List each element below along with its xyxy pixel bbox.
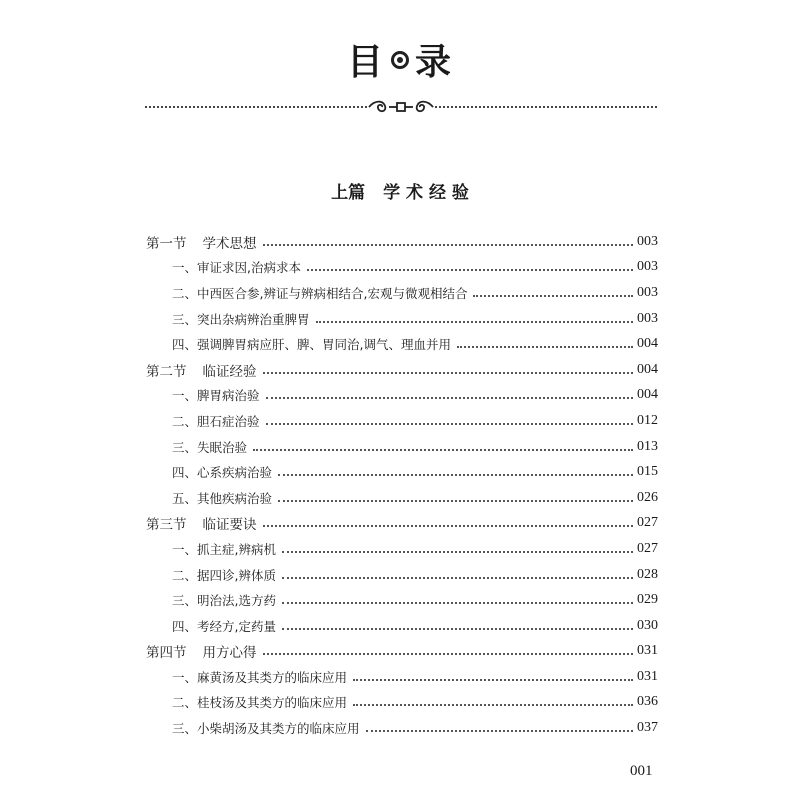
- dot-leader: [353, 704, 633, 706]
- toc-entry-title: 四、强调脾胃病应肝、脾、胃同治,调气、理血并用: [146, 335, 453, 353]
- toc-page-number: 031: [637, 643, 658, 659]
- dot-leader: [353, 679, 633, 681]
- dot-leader: [282, 602, 633, 604]
- toc-entry-title: 三、明治法,选方药: [146, 591, 278, 609]
- dot-leader: [307, 269, 633, 271]
- toc-entry-title: 三、小柴胡汤及其类方的临床应用: [146, 719, 362, 737]
- toc-page-number: 003: [637, 310, 658, 326]
- title-right-char: 录: [415, 42, 454, 83]
- dot-leader: [473, 295, 633, 297]
- toc-page-number: 004: [637, 361, 658, 377]
- toc-section-title: 学术思想: [202, 235, 257, 252]
- toc-entry-title: [146, 513, 259, 533]
- dot-leader: [263, 525, 634, 527]
- toc-entry-title: 四、考经方,定药量: [146, 617, 278, 635]
- toc-entry-title: 三、失眠治验: [146, 438, 249, 456]
- toc-section-row[interactable]: [146, 229, 658, 255]
- toc-entry-row[interactable]: [146, 613, 658, 639]
- toc-list: [146, 229, 658, 741]
- toc-entry-title: 五、其他疾病治验: [146, 489, 274, 507]
- part-title: [0, 178, 800, 203]
- ornament-dot-icon: [391, 51, 409, 69]
- toc-entry-title: 一、抓主症,辨病机: [146, 540, 278, 558]
- toc-entry-row[interactable]: [146, 562, 658, 588]
- toc-entry-title: [146, 641, 259, 661]
- dot-leader: [253, 449, 633, 451]
- toc-page-number: 026: [637, 489, 658, 505]
- divider-left-line: [145, 106, 367, 108]
- toc-page-number: 027: [637, 540, 658, 556]
- toc-page-number: 027: [637, 515, 658, 531]
- toc-entry-title: 一、脾胃病治验: [146, 386, 262, 404]
- dot-leader: [278, 474, 633, 476]
- page-number: 001: [630, 763, 653, 779]
- dot-leader: [282, 551, 633, 553]
- dot-leader: [457, 346, 633, 348]
- title-left-char: 目: [346, 42, 385, 83]
- toc-page-number: 004: [637, 387, 658, 403]
- toc-page-number: 030: [637, 617, 658, 633]
- toc-entry-title: 一、麻黄汤及其类方的临床应用: [146, 668, 349, 686]
- toc-page-number: 037: [637, 720, 658, 736]
- title-divider: [145, 100, 657, 114]
- divider-right-line: [435, 106, 657, 108]
- toc-section-number: 第二节: [146, 363, 187, 380]
- toc-entry-title: 一、审证求因,治病求本: [146, 258, 303, 276]
- toc-page-number: 003: [637, 284, 658, 300]
- toc-page-number: 036: [637, 694, 658, 710]
- toc-entry-title: 三、突出杂病辨治重脾胃: [146, 310, 312, 328]
- part-title-right: 学 术 经 验: [383, 183, 469, 203]
- toc-section-row[interactable]: [146, 357, 658, 383]
- toc-section-title: 临证要诀: [202, 517, 257, 534]
- toc-section-row[interactable]: [146, 511, 658, 537]
- scroll-ornament-icon: [367, 98, 435, 116]
- toc-section-number: 第一节: [146, 235, 187, 252]
- dot-leader: [282, 577, 633, 579]
- toc-entry-row[interactable]: [146, 536, 658, 562]
- toc-page-number: 015: [637, 464, 658, 480]
- toc-entry-title: [146, 232, 259, 252]
- toc-entry-title: [146, 360, 259, 380]
- toc-entry-title: 二、桂枝汤及其类方的临床应用: [146, 693, 349, 711]
- toc-entry-row[interactable]: [146, 587, 658, 613]
- toc-page-number: 004: [637, 336, 658, 352]
- dot-leader: [263, 372, 634, 374]
- toc-section-number: 第三节: [146, 517, 187, 534]
- toc-entry-row[interactable]: [146, 485, 658, 511]
- toc-page-number: 003: [637, 259, 658, 275]
- toc-entry-row[interactable]: [146, 664, 658, 690]
- toc-page-number: 003: [637, 233, 658, 249]
- toc-page-number: 028: [637, 566, 658, 582]
- toc-entry-title: 二、胆石症治验: [146, 412, 262, 430]
- toc-section-title: 临证经验: [202, 363, 257, 380]
- toc-entry-row[interactable]: [146, 690, 658, 716]
- toc-page-number: 031: [637, 668, 658, 684]
- toc-entry-row[interactable]: [146, 306, 658, 332]
- toc-entry-row[interactable]: [146, 255, 658, 281]
- toc-entry-title: 二、据四诊,辨体质: [146, 566, 278, 584]
- toc-entry-row[interactable]: [146, 383, 658, 409]
- toc-entry-title: 四、心系疾病治验: [146, 463, 274, 481]
- toc-entry-row[interactable]: [146, 331, 658, 357]
- toc-entry-row[interactable]: [146, 408, 658, 434]
- toc-page-number: 029: [637, 592, 658, 608]
- dot-leader: [263, 653, 634, 655]
- toc-entry-title: 二、中西医合参,辨证与辨病相结合,宏观与微观相结合: [146, 284, 469, 302]
- toc-section-row[interactable]: [146, 639, 658, 665]
- page-title: [0, 34, 800, 85]
- dot-leader: [266, 423, 633, 425]
- toc-section-number: 第四节: [146, 645, 187, 662]
- toc-entry-row[interactable]: [146, 434, 658, 460]
- dot-leader: [263, 244, 634, 246]
- toc-entry-row[interactable]: [146, 715, 658, 741]
- part-title-left: 上篇: [331, 183, 366, 203]
- toc-page-number: 013: [637, 438, 658, 454]
- toc-section-title: 用方心得: [202, 645, 257, 662]
- dot-leader: [316, 321, 633, 323]
- dot-leader: [266, 397, 633, 399]
- dot-leader: [366, 730, 633, 732]
- toc-entry-row[interactable]: [146, 459, 658, 485]
- dot-leader: [282, 628, 633, 630]
- dot-leader: [278, 500, 633, 502]
- toc-page-number: 012: [637, 412, 658, 428]
- toc-entry-row[interactable]: [146, 280, 658, 306]
